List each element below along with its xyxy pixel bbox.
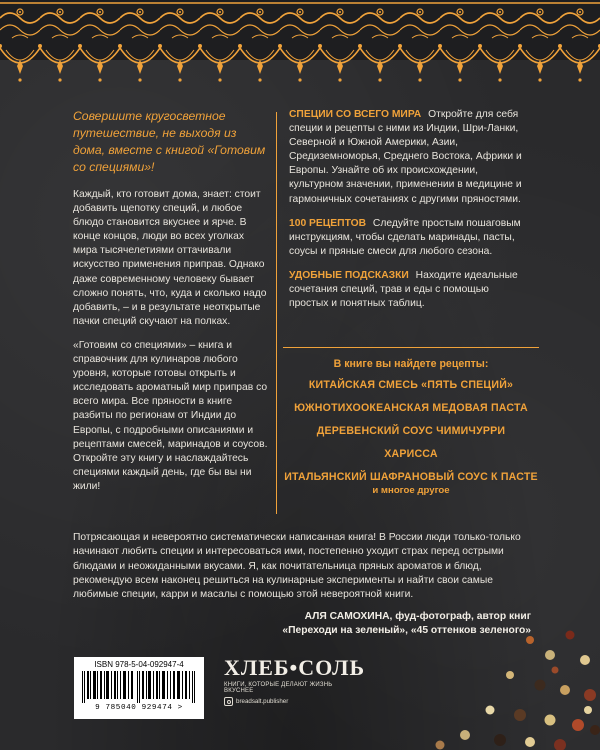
recipe-item: ИТАЛЬЯНСКИЙ ШАФРАНОВЫЙ СОУС К ПАСТЕ — [284, 471, 538, 483]
feature-heading: 100 РЕЦЕПТОВ — [289, 217, 367, 229]
recipe-item: ДЕРЕВЕНСКИЙ СОУС ЧИМИЧУРРИ — [316, 425, 506, 437]
publisher-tagline: КНИГИ, КОТОРЫЕ ДЕЛАЮТ ЖИЗНЬ ВКУСНЕЕ — [224, 682, 333, 694]
recipes-heading: В книге вы найдете рецепты: — [333, 358, 489, 370]
barcode — [74, 657, 204, 719]
instagram-icon — [224, 697, 233, 706]
publisher-name: ХЛЕБ•СОЛЬ — [224, 655, 366, 680]
barcode-digits: 9 785040 929474 > — [95, 704, 183, 712]
publisher-logo — [224, 655, 366, 706]
feature-text: Откройте для себя специи и рецепты с ними из Индии, Шри-Ланки, Северной и Южной Америки, Азии, Средиземноморья, Среднего Востока, Африки и Европы. Узнайте об их происхождении, культурном значении, применении в медицине и гармоничных сочетаниях с другими пряностями. — [289, 109, 522, 205]
ornament-border — [0, 0, 600, 100]
feature-text: Находите идеальные сочетания специй, трав и еды с помощью простых и понятных таблиц. — [289, 269, 518, 310]
recipes-box — [283, 347, 539, 496]
recipes-rule — [283, 347, 539, 348]
feature-tips — [289, 269, 529, 311]
feature-text: Следуйте простым пошаговым инструкциям, чтобы сделать маринады, пасты, соусы и пряные смеси для любого сезона. — [289, 217, 521, 257]
feature-100-recipes — [289, 217, 529, 259]
feature-heading: УДОБНЫЕ ПОДСКАЗКИ — [289, 269, 409, 281]
recipe-item: КИТАЙСКАЯ СМЕСЬ «ПЯТЬ СПЕЦИЙ» — [308, 379, 514, 391]
recipe-item: ХАРИССА — [384, 448, 438, 460]
recipe-item: ЮЖНОТИХООКЕАНСКАЯ МЕДОВАЯ ПАСТА — [294, 402, 528, 414]
review-text: Потрясающая и невероятно систематически написанная книга! В России люди только-только начинают любить специи и интересоваться ими, постепенно уходит страх перед острыми блюдами и неожиданными вкусами. Я, как почитательница пряных ароматов и блюд, рекомендую всем наконец решиться на кулинарные эксперименты и найти свои самые любимые специи, карри и масалы с помощью этой невероятной книги. — [73, 532, 521, 601]
features-column — [289, 108, 529, 321]
intro-title: Совершите кругосветное путешествие, не выходя из дома, вместе с книгой «Готовим со специями»! — [73, 109, 266, 174]
intro-paragraph-2: «Готовим со специями» – книга и справочник для кулинаров любого уровня, которые готовы открыть и исследовать ароматный мир приправ со всего мира. Все пряности в книге разбиты по регионам от Индии до Европы, с подробными описаниями и рецептами смесей, маринадов и соусов. Откройте эту книгу и наслаждайтесь специями каждый день, где бы вы ни жили! — [73, 339, 268, 492]
recipes-more: и многое другое — [372, 485, 450, 496]
author-books-line: «Переходи на зеленый», «45 оттенков зеленого» — [282, 625, 531, 637]
feature-world-spices — [289, 108, 529, 207]
peppercorns-decoration — [380, 600, 600, 750]
instagram-handle: breadsalt.publisher — [236, 698, 289, 705]
intro-paragraph-1: Каждый, кто готовит дома, знает: стоит добавить щепотку специй, и любое блюдо становится вкуснее и ярче. В конце концов, люди во всех уголках мира тысячелетиями оттачивали искусство применения приправ. Однако даже современному человеку бывает сложно понять, что, куда и сколько надо добавить, – и в результате неоткрытые пачки специй скучают на полках. — [73, 189, 267, 327]
feature-heading: СПЕЦИИ СО ВСЕГО МИРА — [289, 109, 422, 120]
column-divider — [276, 112, 277, 514]
publisher-instagram — [224, 697, 334, 706]
isbn-number: ISBN 978-5-04-092947-4 — [94, 660, 184, 669]
author-name-line: АЛЯ САМОХИНА, фуд-фотограф, автор книг — [304, 611, 531, 623]
intro-column — [73, 108, 271, 504]
barcode-bars-icon — [80, 671, 198, 703]
